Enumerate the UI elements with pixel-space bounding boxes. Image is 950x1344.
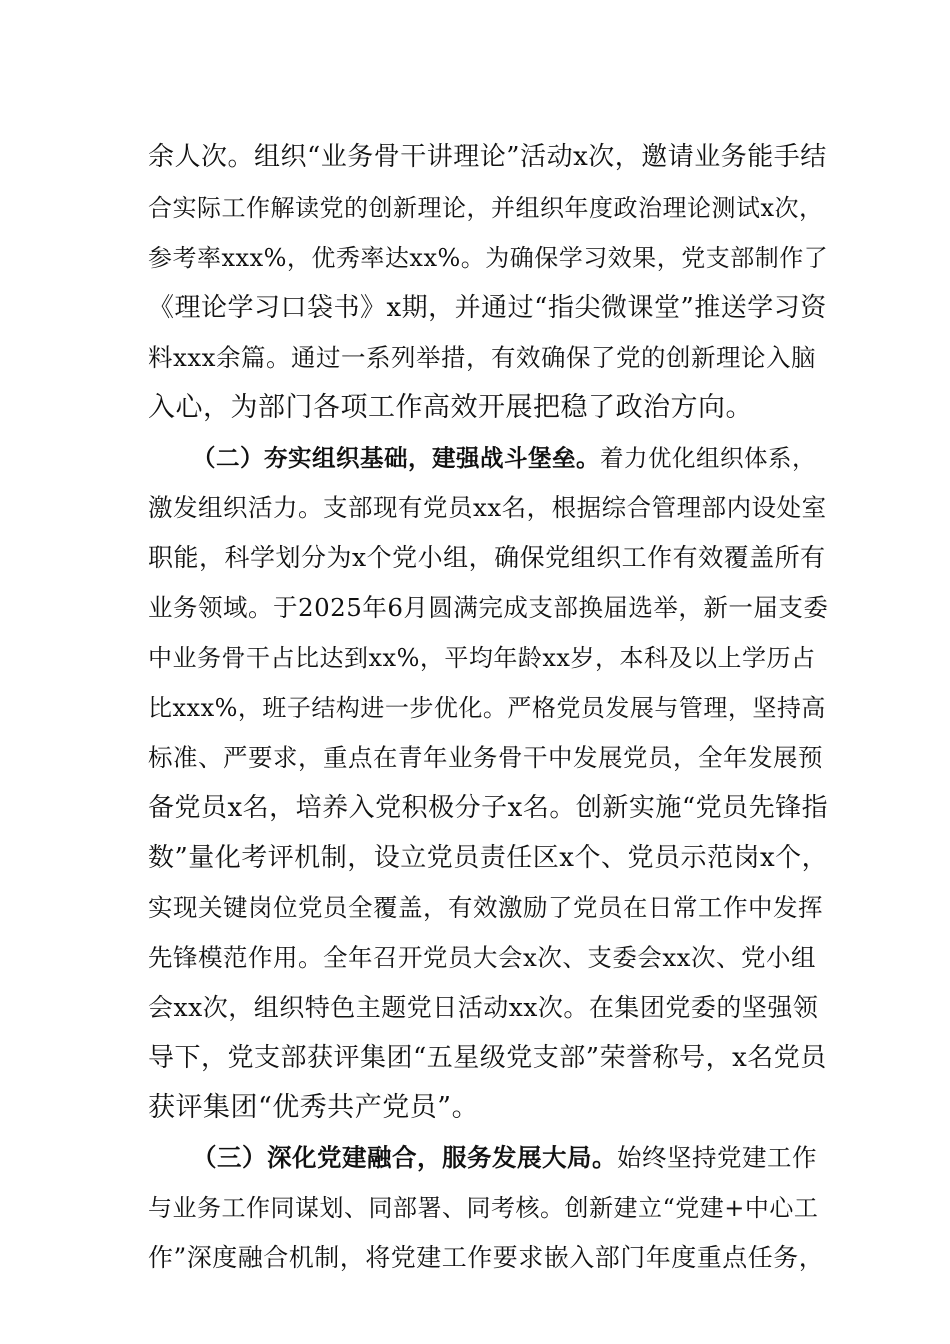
paragraph-3-line-1: 与业务工作同谋划、同部署、同考核。创新建立“党建+中心工 xyxy=(148,1194,819,1222)
paragraph-2-line-9: 实现关键岗位党员全覆盖，有效激励了党员在日常工作中发挥 xyxy=(148,893,823,922)
paragraph-1-line-6: 入心，为部门各项工作高效开展把稳了政治方向。 xyxy=(148,392,753,423)
paragraph-2-first-line-rest: 着力优化组织体系， xyxy=(600,444,816,472)
paragraph-3-line-2: 作”深度融合机制，将党建工作要求嵌入部门年度重点任务， xyxy=(148,1243,825,1272)
paragraph-2-line-11: 会xx次，组织特色主题党日活动xx次。在集团党委的坚强领 xyxy=(148,993,819,1022)
section-2-heading: （二）夯实组织基础，建强战斗堡垒。 xyxy=(192,444,600,472)
paragraph-2-line-1: 激发组织活力。支部现有党员xx名，根据综合管理部内设处室 xyxy=(148,493,827,522)
paragraph-2-line-6: 标准、严要求，重点在青年业务骨干中发展党员，全年发展预 xyxy=(148,743,823,772)
paragraph-1-line-1: 余人次。组织“业务骨干讲理论”活动x次，邀请业务能手结 xyxy=(148,142,827,172)
paragraph-2-line-4: 中业务骨干占比达到xx%，平均年龄xx岁，本科及以上学历占 xyxy=(148,644,816,672)
paragraph-1-line-2: 合实际工作解读党的创新理论，并组织年度政治理论测试x次， xyxy=(148,194,824,222)
paragraph-3-first-line-rest: 始终坚持党建工作 xyxy=(617,1143,817,1172)
paragraph-2-line-12: 导下，党支部获评集团“五星级党支部”荣誉称号，x名党员 xyxy=(148,1043,827,1073)
paragraph-1-line-3: 参考率xxx%，优秀率达xx%。为确保学习效果，党支部制作了 xyxy=(148,244,829,272)
paragraph-1-line-5: 料xxx余篇。通过一系列举措，有效确保了党的创新理论入脑 xyxy=(148,343,816,372)
paragraph-2-line-13: 获评集团“优秀共产党员”。 xyxy=(148,1092,480,1123)
paragraph-2-line-5: 比xxx%，班子结构进一步优化。严格党员发展与管理，坚持高 xyxy=(148,694,826,722)
paragraph-2-first-line xyxy=(148,440,828,476)
paragraph-2-line-8: 数”量化考评机制，设立党员责任区x个、党员示范岗x个， xyxy=(148,843,829,873)
paragraph-2-line-2: 职能，科学划分为x个党小组，确保党组织工作有效覆盖所有 xyxy=(148,543,826,572)
paragraph-1-line-4: 《理论学习口袋书》x期，并通过“指尖微课堂”推送学习资 xyxy=(148,293,827,323)
paragraph-2-line-10: 先锋模范作用。全年召开党员大会x次、支委会xx次、党小组 xyxy=(148,943,816,972)
paragraph-2-line-3: 业务领域。于2025年6月圆满完成支部换届选举，新一届支委 xyxy=(148,593,829,622)
paragraph-3-first-line xyxy=(148,1140,828,1176)
section-3-heading: （三）深化党建融合，服务发展大局。 xyxy=(192,1143,617,1172)
paragraph-2-line-7: 备党员x名，培养入党积极分子x名。创新实施“党员先锋指 xyxy=(148,793,829,823)
